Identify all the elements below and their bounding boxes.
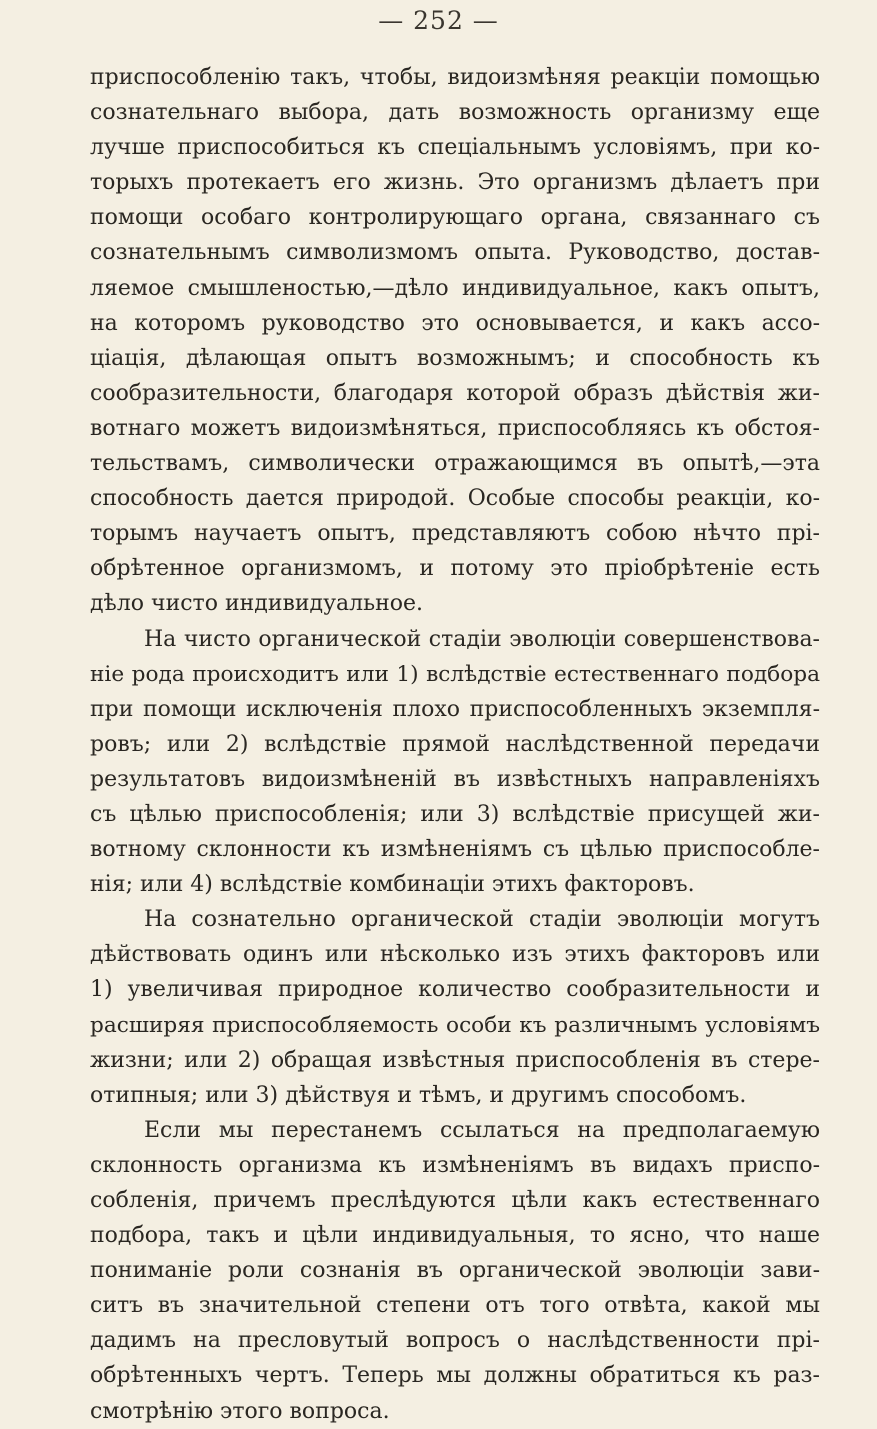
text-line: пониманіе роли сознанія въ органической эволюціи зави- xyxy=(90,1258,820,1284)
text-line: жизни; или 2) обращая извѣстныя приспособленія въ стере- xyxy=(90,1047,820,1073)
paragraph xyxy=(90,622,820,903)
text-line: Если мы перестанемъ ссылаться на предполагаемую xyxy=(144,1117,820,1143)
text-line: дѣйствовать одинъ или нѣсколько изъ этихъ факторовъ или xyxy=(90,942,820,968)
text-line: вотнаго можетъ видоизмѣняться, приспособляясь къ обстоя- xyxy=(90,415,820,441)
text-line: обрѣтенное организмомъ, и потому это пріобрѣтеніе есть xyxy=(90,556,820,582)
text-line: нія; или 4) вслѣдствіе комбинаціи этихъ факторовъ. xyxy=(90,872,695,898)
text-line: тельствамъ, символически отражающимся въ опытѣ,—эта xyxy=(90,451,820,477)
text-line: торымъ научаетъ опытъ, представляютъ собою нѣчто прі- xyxy=(90,521,820,547)
text-line: лучше приспособиться къ спеціальнымъ условіямъ, при ко- xyxy=(90,135,820,161)
text-line: подбора, такъ и цѣли индивидуальныя, то ясно, что наше xyxy=(90,1223,820,1249)
text-line: сознательнымъ символизмомъ опыта. Руководство, достав- xyxy=(90,240,820,266)
text-line: дадимъ на пресловутый вопросъ о наслѣдственности прі- xyxy=(90,1328,820,1354)
text-line: сообразительности, благодаря которой образъ дѣйствія жи- xyxy=(90,380,820,406)
text-line: вотному склонности къ измѣненіямъ съ цѣлью приспособле- xyxy=(90,837,820,863)
paragraph xyxy=(90,902,820,1113)
paragraph xyxy=(90,1113,820,1429)
page-number: — 252 — xyxy=(378,6,499,35)
text-line: на которомъ руководство это основывается, и какъ ассо- xyxy=(90,310,820,336)
text-line: На сознательно органической стадіи эволюціи могутъ xyxy=(144,907,820,933)
body-text xyxy=(90,60,820,1429)
text-line: отипныя; или 3) дѣйствуя и тѣмъ, и другимъ способомъ. xyxy=(90,1082,747,1108)
text-line: при помощи исключенія плохо приспособленныхъ экземпля- xyxy=(90,696,820,722)
text-line: ніе рода происходитъ или 1) вслѣдствіе естественнаго подбора xyxy=(90,661,820,687)
text-line: смотрѣнію этого вопроса. xyxy=(90,1398,390,1424)
text-line: ровъ; или 2) вслѣдствіе прямой наслѣдственной передачи xyxy=(90,731,820,757)
text-line: дѣло чисто индивидуальное. xyxy=(90,591,424,617)
text-line: ціація, дѣлающая опытъ возможнымъ; и способность къ xyxy=(90,345,820,371)
text-line: торыхъ протекаетъ его жизнь. Это организмъ дѣлаетъ при xyxy=(90,170,820,196)
text-line: сознательнаго выбора, дать возможность организму еще xyxy=(90,100,820,126)
text-line: ляемое смышленостью,—дѣло индивидуальное, какъ опытъ, xyxy=(90,275,820,301)
text-line: расширяя приспособляемость особи къ различнымъ условіямъ xyxy=(90,1012,820,1038)
text-line: способность дается природой. Особые способы реакціи, ко- xyxy=(90,486,820,512)
text-line: ситъ въ значительной степени отъ того отвѣта, какой мы xyxy=(90,1293,820,1319)
text-line: помощи особаго контролирующаго органа, связаннаго съ xyxy=(90,205,820,231)
text-line: съ цѣлью приспособленія; или 3) вслѣдствіе присущей жи- xyxy=(90,801,820,827)
text-line: обрѣтенныхъ чертъ. Теперь мы должны обратиться къ раз- xyxy=(90,1363,820,1389)
text-line: приспособленію такъ, чтобы, видоизмѣняя реакціи помощью xyxy=(90,65,820,90)
text-line: На чисто органической стадіи эволюціи совершенствова- xyxy=(144,626,820,652)
text-line: результатовъ видоизмѣненій въ извѣстныхъ направленіяхъ xyxy=(90,766,820,792)
text-line: собленія, причемъ преслѣдуются цѣли какъ естественнаго xyxy=(90,1188,820,1213)
text-line: склонность организма къ измѣненіямъ въ видахъ приспо- xyxy=(90,1152,820,1178)
paragraph-continued xyxy=(90,60,820,622)
text-line: 1) увеличивая природное количество сообразительности и xyxy=(90,977,820,1003)
